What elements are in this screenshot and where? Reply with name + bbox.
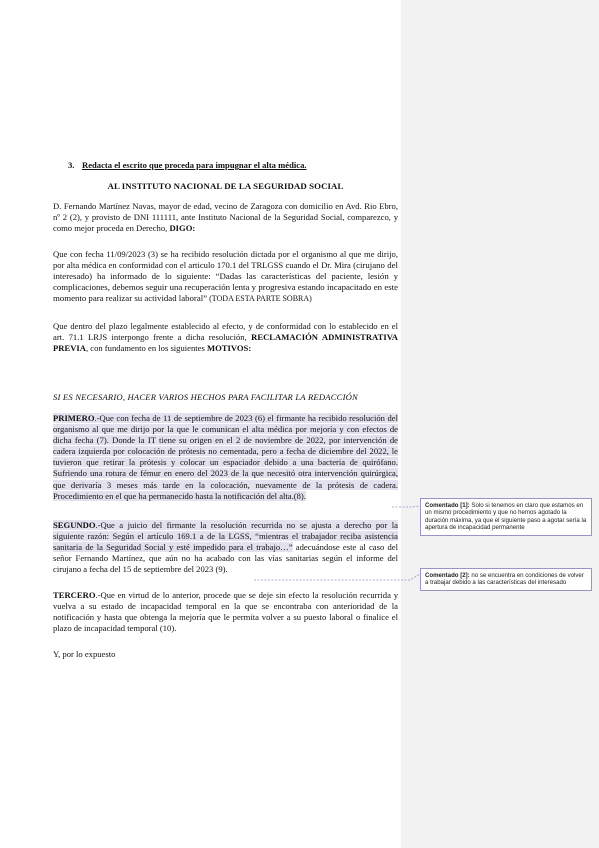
comment-2-label: Comentado [2]:: [425, 572, 470, 579]
segundo-text-1: .-Que a juicio del firmante la resolución recurrida no se ajusta a derecho por la siguiente razón: Según el artículo 169.1 a de la LGSS, “mientras el trabajador reciba asistencia sanitaria de la Seguridad Social y esté impedido para el trabajo…”: [53, 520, 398, 553]
comment-1-label: Comentado [1]:: [425, 502, 470, 509]
que2-bold1: RECLAMACIÓN ADMINISTRATIVA PREVIA: [53, 332, 398, 354]
paragraph-tercero[interactable]: [53, 590, 398, 634]
intro-text: D. Fernando Martínez Navas, mayor de edad, vecino de Zaragoza con domicilio en Avd. Rio Ebro, nº 2 (2), y provisto de DNI 111111, ante Instituto Nacional de la Seguridad Social, comparezco, y como mejor proceda en Derecho,: [53, 201, 398, 234]
section-heading-text: Redacta el escrito que proceda para impugnar el alta médica.: [82, 160, 307, 170]
segundo-label: SEGUNDO: [53, 520, 96, 530]
intro-paragraph[interactable]: [53, 201, 398, 234]
comment-pane: [401, 0, 599, 848]
comment-1-text: Solo si tenemos en claro que estamos en un mismo procedimiento y que no hemos agotado la duración máxima, ya que el siguiente paso a agotar sería la apertura de incapacidad permanente: [425, 502, 587, 532]
intro-bold: DIGO:: [169, 223, 196, 234]
paragraph-que-2[interactable]: [53, 321, 398, 354]
que1-note: (TODA ESTA PARTE SOBRA): [207, 294, 312, 304]
segundo-text-2: adecuándose este al caso del señor Fernando Martínez, que aún no ha acabado con las vías sanitarias según el informe del cirujano a fecha del 15 de septiembre del 2023 (9).: [53, 542, 398, 575]
que1-quote: (cirujano del interesado) ha informado de lo siguiente: “Dadas las características del paciente, lesión y complicaciones, debemos seguir una recuperación lenta y progresiva estando incapacitado en este momento para realizar su actividad laboral”: [53, 260, 399, 304]
section-number: 3.: [68, 160, 75, 170]
comment-2-text: no se encuentra en condiciones de volver a trabajar debido a las características del interesado: [425, 572, 584, 587]
comment-2[interactable]: [420, 568, 592, 591]
primero-text: .-Que con fecha de 11 de septiembre de 2023 (6) el firmante ha recibido resolución del organismo al que me dirijo por la que le comunican el alta médica por mejoría y con efectos de dicha fecha (7). Donde la IT tiene su origen en el 2 de noviembre de 2022, por intervención de cadera izquierda por colocación de prótesis no cementada, pero a fecha de diciembre del 2022, le tuvieron que retirar la prótesis y colocar un espaciador debido a una bacteria de quirófano. Sufriendo una rotura de fémur en enero del 2023 de la que necesitó otra intervención quirúrgica, que derivaría 3 meses más tarde en la colocación, nuevamente de la prótesis de cadera. Procedimiento en el que ha permanecido hasta la notificación del alta.(8).: [53, 413, 398, 501]
italic-note: SI ES NECESARIO, HACER VARIOS HECHOS PARA FACILITAR LA REDACCIÓN: [53, 392, 358, 402]
tercero-label: TERCERO: [53, 590, 96, 600]
que1-text: Que con fecha 11/09/2023 (3) se ha recibido resolución dictada por el organismo al que me dirijo, por alta médica en conformidad con el articulo 170.1 del TRLGSS cuando el Dr. Mira: [53, 249, 398, 271]
comment-1[interactable]: [420, 498, 592, 536]
paragraph-primero[interactable]: [53, 413, 398, 502]
paragraph-que-1[interactable]: [53, 249, 398, 304]
section-heading: [68, 160, 388, 170]
que2-bold2: MOTIVOS:: [206, 343, 252, 354]
document-title: AL INSTITUTO NACIONAL DE LA SEGURIDAD SOCIAL: [107, 181, 344, 191]
que2-text: Que dentro del plazo legalmente establecido al efecto, y de conformidad con lo establecido en el art. 71.1 LRJS interpongo frente a dicha resolución,: [53, 321, 398, 343]
closing-text: Y, por lo expuesto: [53, 649, 116, 659]
que2-mid: , con fundamento en los siguientes: [85, 343, 207, 354]
primero-label: PRIMERO: [53, 413, 95, 423]
paragraph-segundo[interactable]: [53, 520, 398, 575]
primero-highlight: [53, 413, 398, 501]
tercero-text: .-Que en virtud de lo anterior, procede que se deje sin efecto la resolución recurrida y vuelva a su estado de incapacidad temporal en la que se encontraba con anterioridad de la notificación y hasta que obtenga la mejoría que le permita volver a su puesto laboral o finalice el plazo de incapacidad temporal (10).: [53, 590, 398, 634]
